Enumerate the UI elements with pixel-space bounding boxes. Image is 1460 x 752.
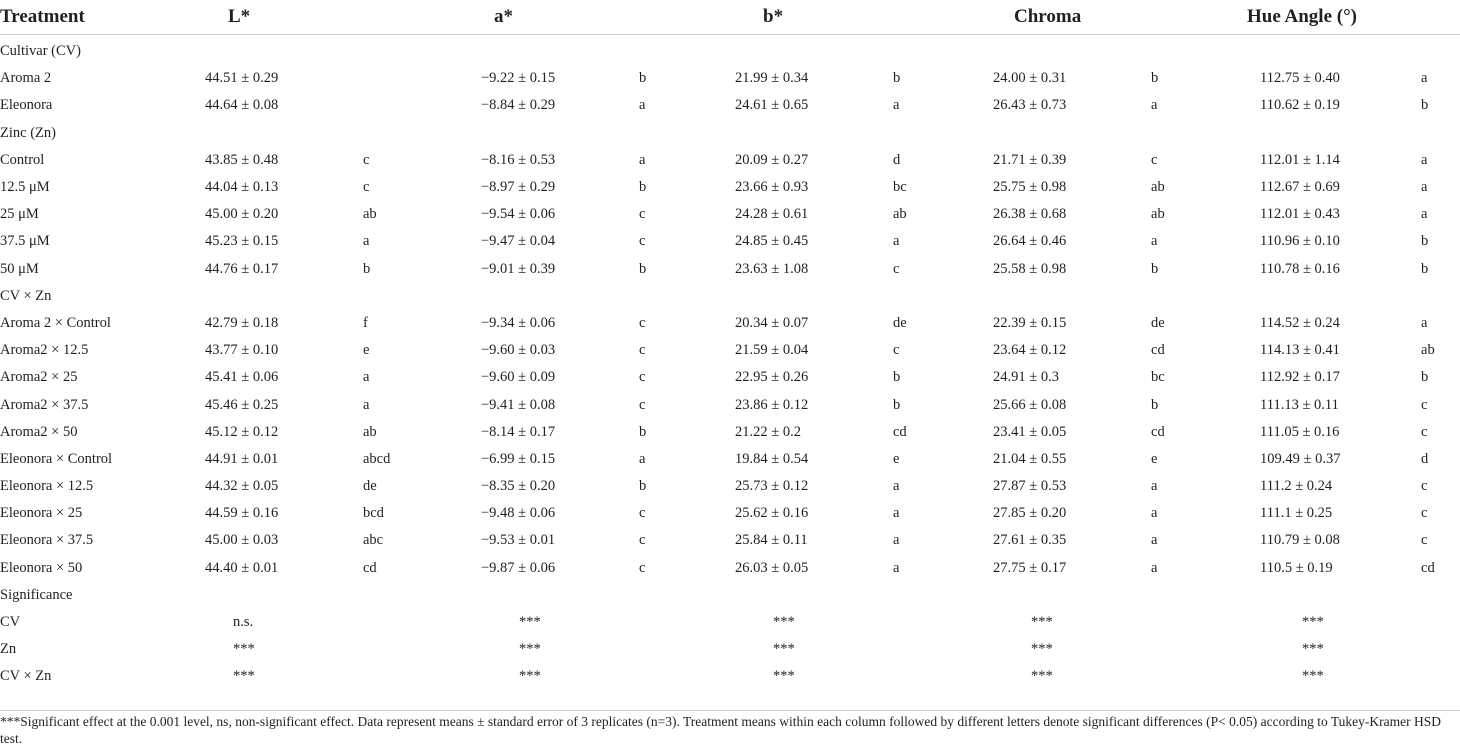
letter-cell: a	[893, 478, 900, 495]
value-cell: 27.75 ± 0.17	[993, 559, 1067, 576]
section-title: Significance	[0, 586, 73, 603]
letter-cell: c	[1151, 151, 1158, 168]
letter-cell: c	[363, 151, 370, 168]
value-cell: 26.03 ± 0.05	[735, 559, 809, 576]
value-cell: 110.62 ± 0.19	[1260, 97, 1340, 114]
letter-cell: cd	[1151, 342, 1165, 359]
value-cell: 25.58 ± 0.98	[993, 260, 1067, 277]
letter-cell: de	[1151, 314, 1165, 331]
value-cell: 21.71 ± 0.39	[993, 151, 1067, 168]
table-row	[0, 174, 1460, 201]
letter-cell: b	[893, 396, 901, 413]
letter-cell: b	[363, 260, 371, 277]
table-row	[0, 92, 1460, 119]
value-cell: 24.61 ± 0.65	[735, 97, 809, 114]
letter-cell: c	[639, 206, 646, 223]
letter-cell: cd	[1151, 423, 1165, 440]
value-cell: 25.66 ± 0.08	[993, 396, 1067, 413]
significance-value: n.s.	[233, 614, 254, 631]
table-row	[0, 337, 1460, 364]
letter-cell: d	[1421, 450, 1429, 467]
table-row	[0, 310, 1460, 337]
letter-cell: e	[1151, 450, 1158, 467]
value-cell: 25.75 ± 0.98	[993, 179, 1067, 196]
treatment-cell: Eleonora × 12.5	[0, 478, 94, 495]
value-cell: −8.14 ± 0.17	[481, 423, 556, 440]
section-header-row	[0, 283, 1460, 310]
header-row	[0, 0, 1460, 35]
significance-value: ***	[1302, 668, 1324, 685]
treatment-cell: Eleonora × Control	[0, 450, 113, 467]
value-cell: 25.73 ± 0.12	[735, 478, 809, 495]
value-cell: 112.01 ± 0.43	[1260, 206, 1340, 223]
letter-cell: cd	[893, 423, 907, 440]
significance-row	[0, 636, 1460, 663]
value-cell: 114.52 ± 0.24	[1260, 314, 1340, 331]
value-cell: 44.76 ± 0.17	[205, 260, 279, 277]
value-cell: 20.09 ± 0.27	[735, 151, 809, 168]
significance-value: ***	[519, 614, 541, 631]
treatment-cell: Eleonora × 50	[0, 559, 83, 576]
table-row	[0, 364, 1460, 391]
letter-cell: a	[639, 450, 646, 467]
value-cell: 27.87 ± 0.53	[993, 478, 1067, 495]
letter-cell: a	[1151, 97, 1158, 114]
value-cell: 24.91 ± 0.3	[993, 369, 1059, 386]
letter-cell: abcd	[363, 450, 391, 467]
letter-cell: c	[639, 342, 646, 359]
letter-cell: a	[639, 97, 646, 114]
value-cell: 44.51 ± 0.29	[205, 70, 279, 87]
letter-cell: a	[639, 151, 646, 168]
letter-cell: ab	[1421, 342, 1435, 359]
treatment-cell: Aroma 2	[0, 70, 52, 87]
value-cell: −8.97 ± 0.29	[481, 179, 556, 196]
significance-value: ***	[1031, 641, 1053, 658]
value-cell: 109.49 ± 0.37	[1260, 450, 1341, 467]
treatment-cell: 37.5 μM	[0, 233, 50, 250]
significance-value: ***	[233, 641, 255, 658]
letter-cell: a	[363, 233, 370, 250]
letter-cell: b	[639, 423, 647, 440]
letter-cell: e	[363, 342, 370, 359]
letter-cell: bcd	[363, 505, 384, 522]
letter-cell: ab	[893, 206, 907, 223]
letter-cell: b	[639, 70, 647, 87]
value-cell: 26.64 ± 0.46	[993, 233, 1067, 250]
value-cell: 45.46 ± 0.25	[205, 396, 279, 413]
letter-cell: c	[893, 342, 900, 359]
value-cell: 21.04 ± 0.55	[993, 450, 1067, 467]
letter-cell: c	[639, 396, 646, 413]
value-cell: 26.38 ± 0.68	[993, 206, 1067, 223]
letter-cell: b	[1421, 97, 1429, 114]
letter-cell: c	[1421, 532, 1428, 549]
letter-cell: a	[1151, 532, 1158, 549]
letter-cell: f	[363, 314, 368, 331]
value-cell: 44.91 ± 0.01	[205, 450, 279, 467]
significance-value: ***	[519, 668, 541, 685]
value-cell: 27.61 ± 0.35	[993, 532, 1067, 549]
value-cell: 19.84 ± 0.54	[735, 450, 809, 467]
letter-cell: c	[639, 532, 646, 549]
section-header-row	[0, 120, 1460, 147]
value-cell: 23.41 ± 0.05	[993, 423, 1067, 440]
letter-cell: b	[893, 70, 901, 87]
letter-cell: b	[1151, 396, 1159, 413]
treatment-cell: Eleonora × 37.5	[0, 532, 94, 549]
significance-row	[0, 663, 1460, 690]
letter-cell: a	[363, 396, 370, 413]
letter-cell: a	[1421, 70, 1428, 87]
value-cell: 111.1 ± 0.25	[1260, 505, 1333, 522]
value-cell: −9.48 ± 0.06	[481, 505, 556, 522]
table-row	[0, 65, 1460, 92]
letter-cell: cd	[1421, 559, 1435, 576]
significance-value: ***	[773, 668, 795, 685]
value-cell: 43.77 ± 0.10	[205, 342, 279, 359]
value-cell: −8.35 ± 0.20	[481, 478, 556, 495]
value-cell: 112.92 ± 0.17	[1260, 369, 1340, 386]
section-header-row	[0, 35, 1460, 66]
value-cell: −8.84 ± 0.29	[481, 97, 556, 114]
treatment-cell: Eleonora	[0, 97, 53, 114]
letter-cell: a	[893, 532, 900, 549]
value-cell: 25.62 ± 0.16	[735, 505, 809, 522]
letter-cell: a	[1151, 478, 1158, 495]
value-cell: −8.16 ± 0.53	[481, 151, 556, 168]
letter-cell: a	[1421, 179, 1428, 196]
letter-cell: c	[639, 505, 646, 522]
value-cell: 23.86 ± 0.12	[735, 396, 809, 413]
section-title: Zinc (Zn)	[0, 124, 56, 141]
value-cell: 45.23 ± 0.15	[205, 233, 279, 250]
value-cell: 21.22 ± 0.2	[735, 423, 801, 440]
letter-cell: a	[1421, 206, 1428, 223]
letter-cell: d	[893, 151, 901, 168]
significance-value: ***	[1031, 614, 1053, 631]
letter-cell: a	[893, 233, 900, 250]
letter-cell: c	[363, 179, 370, 196]
letter-cell: c	[1421, 478, 1428, 495]
value-cell: 22.39 ± 0.15	[993, 314, 1067, 331]
table-row	[0, 256, 1460, 283]
letter-cell: c	[639, 233, 646, 250]
letter-cell: b	[1421, 233, 1429, 250]
treatment-cell: 25 μM	[0, 206, 39, 223]
letter-cell: e	[893, 450, 900, 467]
letter-cell: a	[1151, 559, 1158, 576]
value-cell: 25.84 ± 0.11	[735, 532, 808, 549]
value-cell: −9.60 ± 0.09	[481, 369, 556, 386]
significance-value: ***	[1031, 668, 1053, 685]
value-cell: 110.79 ± 0.08	[1260, 532, 1340, 549]
significance-label: CV	[0, 614, 21, 631]
value-cell: 114.13 ± 0.41	[1260, 342, 1340, 359]
value-cell: 112.67 ± 0.69	[1260, 179, 1340, 196]
value-cell: 44.32 ± 0.05	[205, 478, 279, 495]
value-cell: 111.13 ± 0.11	[1260, 396, 1339, 413]
value-cell: 44.40 ± 0.01	[205, 559, 279, 576]
value-cell: 21.99 ± 0.34	[735, 70, 809, 87]
table-footnote: ***Significant effect at the 0.001 level, ns, non-significant effect. Data represent means ± standard error of 3 replicates (n=3). Treatment means within each column followed by different letters denote significant differences (P< 0.05) according to Tukey-Kramer HSD test.	[0, 714, 1441, 746]
letter-cell: ab	[1151, 206, 1165, 223]
letter-cell: c	[1421, 505, 1428, 522]
significance-value: ***	[1302, 641, 1324, 658]
value-cell: −9.47 ± 0.04	[481, 233, 556, 250]
value-cell: −9.54 ± 0.06	[481, 206, 556, 223]
treatment-cell: Control	[0, 151, 45, 168]
value-cell: 23.63 ± 1.08	[735, 260, 809, 277]
value-cell: 43.85 ± 0.48	[205, 151, 279, 168]
value-cell: −9.22 ± 0.15	[481, 70, 556, 87]
letter-cell: b	[893, 369, 901, 386]
value-cell: 22.95 ± 0.26	[735, 369, 809, 386]
letter-cell: de	[363, 478, 377, 495]
significance-value: ***	[1302, 614, 1324, 631]
letter-cell: b	[639, 478, 647, 495]
treatment-cell: Aroma2 × 12.5	[0, 342, 89, 359]
value-cell: 26.43 ± 0.73	[993, 97, 1067, 114]
value-cell: 112.01 ± 1.14	[1260, 151, 1340, 168]
value-cell: 110.96 ± 0.10	[1260, 233, 1340, 250]
value-cell: −9.01 ± 0.39	[481, 260, 556, 277]
table-row	[0, 446, 1460, 473]
letter-cell: a	[893, 505, 900, 522]
treatment-cell: Aroma2 × 37.5	[0, 396, 89, 413]
table-row	[0, 527, 1460, 554]
section-title: Cultivar (CV)	[0, 43, 81, 60]
letter-cell: a	[1151, 505, 1158, 522]
value-cell: 45.00 ± 0.03	[205, 532, 279, 549]
significance-value: ***	[773, 641, 795, 658]
letter-cell	[363, 92, 474, 119]
header-hue-angle: Hue Angle (°)	[1247, 6, 1357, 27]
letter-cell: b	[1151, 260, 1159, 277]
section-title: CV × Zn	[0, 287, 52, 304]
value-cell: 21.59 ± 0.04	[735, 342, 809, 359]
value-cell: −9.60 ± 0.03	[481, 342, 556, 359]
letter-cell: a	[363, 369, 370, 386]
value-cell: −9.53 ± 0.01	[481, 532, 556, 549]
letter-cell	[363, 65, 474, 92]
value-cell: 24.00 ± 0.31	[993, 70, 1067, 87]
value-cell: −9.34 ± 0.06	[481, 314, 556, 331]
letter-cell: bc	[1151, 369, 1165, 386]
letter-cell: a	[1421, 314, 1428, 331]
table-row	[0, 147, 1460, 174]
letter-cell: abc	[363, 532, 384, 549]
value-cell: 42.79 ± 0.18	[205, 314, 279, 331]
value-cell: −9.87 ± 0.06	[481, 559, 556, 576]
letter-cell: b	[1421, 369, 1429, 386]
significance-value: ***	[233, 668, 255, 685]
value-cell: 45.41 ± 0.06	[205, 369, 279, 386]
header-treatment: Treatment	[0, 6, 85, 27]
significance-value: ***	[519, 641, 541, 658]
letter-cell: ab	[363, 206, 377, 223]
value-cell: 27.85 ± 0.20	[993, 505, 1067, 522]
letter-cell: de	[893, 314, 907, 331]
letter-cell: c	[1421, 396, 1428, 413]
header-b-star: b*	[763, 6, 784, 27]
table-row	[0, 228, 1460, 255]
letter-cell: c	[1421, 423, 1428, 440]
treatment-cell: Aroma 2 × Control	[0, 314, 111, 331]
header-l-star: L*	[228, 6, 251, 27]
treatment-cell: Eleonora × 25	[0, 505, 83, 522]
letter-cell: ab	[1151, 179, 1165, 196]
letter-cell: b	[639, 179, 647, 196]
letter-cell: cd	[363, 559, 377, 576]
table-row	[0, 419, 1460, 446]
letter-cell: c	[639, 369, 646, 386]
value-cell: 20.34 ± 0.07	[735, 314, 809, 331]
value-cell: 110.5 ± 0.19	[1260, 559, 1333, 576]
value-cell: −6.99 ± 0.15	[481, 450, 556, 467]
letter-cell: a	[893, 97, 900, 114]
significance-header-row	[0, 582, 1460, 609]
treatment-cell: 50 μM	[0, 260, 39, 277]
value-cell: 44.59 ± 0.16	[205, 505, 279, 522]
header-chroma: Chroma	[1014, 6, 1082, 27]
value-cell: 111.05 ± 0.16	[1260, 423, 1340, 440]
significance-row	[0, 609, 1460, 636]
value-cell: 110.78 ± 0.16	[1260, 260, 1340, 277]
letter-cell: b	[1151, 70, 1159, 87]
significance-label: CV × Zn	[0, 668, 52, 685]
table-row	[0, 500, 1460, 527]
table-body	[0, 35, 1460, 691]
header-a-star: a*	[494, 6, 513, 27]
value-cell: −9.41 ± 0.08	[481, 396, 556, 413]
table-row	[0, 391, 1460, 418]
value-cell: 112.75 ± 0.40	[1260, 70, 1340, 87]
letter-cell: c	[893, 260, 900, 277]
table-row	[0, 201, 1460, 228]
value-cell: 23.66 ± 0.93	[735, 179, 809, 196]
letter-cell: a	[1421, 151, 1428, 168]
table-row	[0, 555, 1460, 582]
value-cell: 44.64 ± 0.08	[205, 97, 279, 114]
significance-value: ***	[773, 614, 795, 631]
letter-cell: c	[639, 559, 646, 576]
significance-label: Zn	[0, 641, 17, 658]
value-cell: 24.85 ± 0.45	[735, 233, 809, 250]
letter-cell: ab	[363, 423, 377, 440]
letter-cell: b	[639, 260, 647, 277]
table-row	[0, 473, 1460, 500]
value-cell: 45.12 ± 0.12	[205, 423, 279, 440]
value-cell: 44.04 ± 0.13	[205, 179, 279, 196]
value-cell: 24.28 ± 0.61	[735, 206, 809, 223]
treatment-cell: 12.5 μM	[0, 179, 50, 196]
treatment-cell: Aroma2 × 25	[0, 369, 78, 386]
letter-cell: b	[1421, 260, 1429, 277]
bottom-rule	[0, 710, 1460, 711]
value-cell: 45.00 ± 0.20	[205, 206, 279, 223]
value-cell: 23.64 ± 0.12	[993, 342, 1067, 359]
letter-cell: bc	[893, 179, 907, 196]
value-cell: 111.2 ± 0.24	[1260, 478, 1333, 495]
treatment-cell: Aroma2 × 50	[0, 423, 78, 440]
letter-cell: a	[893, 559, 900, 576]
letter-cell: a	[1151, 233, 1158, 250]
letter-cell: c	[639, 314, 646, 331]
